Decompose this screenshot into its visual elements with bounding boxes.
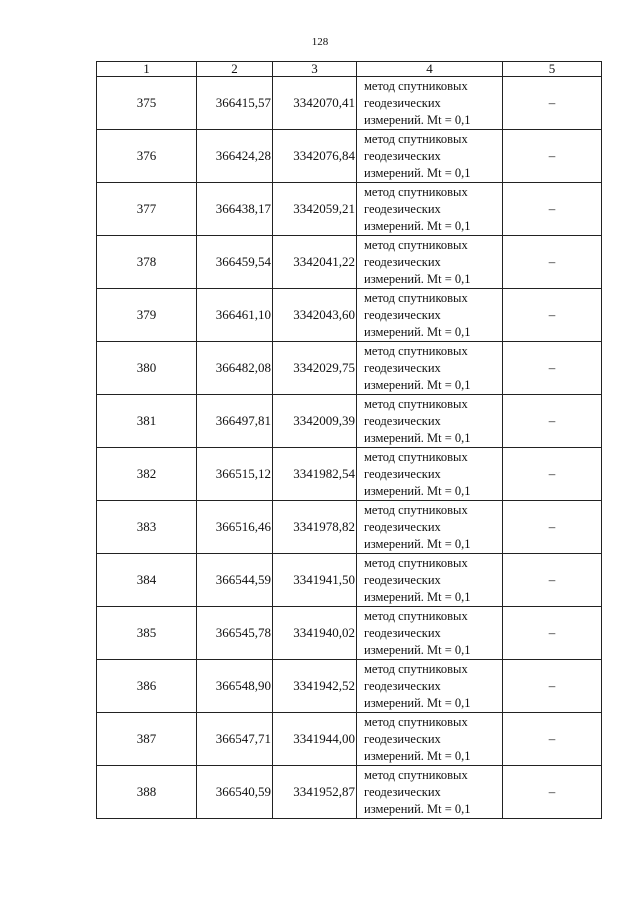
method-line: геодезических <box>364 148 441 163</box>
method-cell <box>357 289 503 342</box>
note-cell: – <box>503 183 602 236</box>
method-line: геодезических <box>364 678 441 693</box>
point-number-cell: 382 <box>97 448 197 501</box>
method-cell <box>357 501 503 554</box>
method-line: геодезических <box>364 254 441 269</box>
table-row <box>97 448 602 501</box>
method-line: измерений. Mt = 0,1 <box>364 324 471 339</box>
note-cell: – <box>503 236 602 289</box>
method-line: метод спутниковых <box>364 184 468 199</box>
method-line: геодезических <box>364 572 441 587</box>
method-line: измерений. Mt = 0,1 <box>364 642 471 657</box>
method-line: измерений. Mt = 0,1 <box>364 218 471 233</box>
method-cell <box>357 607 503 660</box>
y-coordinate-cell: 3342029,75 <box>273 342 357 395</box>
table-row <box>97 660 602 713</box>
method-line: метод спутниковых <box>364 502 468 517</box>
x-coordinate-cell: 366459,54 <box>197 236 273 289</box>
header-col-2: 2 <box>197 62 273 77</box>
method-line: измерений. Mt = 0,1 <box>364 536 471 551</box>
point-number-cell: 378 <box>97 236 197 289</box>
x-coordinate-cell: 366438,17 <box>197 183 273 236</box>
x-coordinate-cell: 366547,71 <box>197 713 273 766</box>
page-number: 128 <box>311 36 329 48</box>
point-number-cell: 385 <box>97 607 197 660</box>
point-number-cell: 377 <box>97 183 197 236</box>
method-line: метод спутниковых <box>364 78 468 93</box>
method-cell <box>357 713 503 766</box>
note-cell: – <box>503 607 602 660</box>
method-line: метод спутниковых <box>364 714 468 729</box>
method-line: измерений. Mt = 0,1 <box>364 748 471 763</box>
point-number-cell: 383 <box>97 501 197 554</box>
table-row <box>97 236 602 289</box>
method-line: геодезических <box>364 201 441 216</box>
table-header <box>97 62 602 77</box>
method-line: измерений. Mt = 0,1 <box>364 165 471 180</box>
y-coordinate-cell: 3341942,52 <box>273 660 357 713</box>
note-cell: – <box>503 77 602 130</box>
note-cell: – <box>503 713 602 766</box>
x-coordinate-cell: 366545,78 <box>197 607 273 660</box>
method-line: геодезических <box>364 307 441 322</box>
method-cell <box>357 448 503 501</box>
method-line: геодезических <box>364 519 441 534</box>
method-line: измерений. Mt = 0,1 <box>364 801 471 816</box>
point-number-cell: 375 <box>97 77 197 130</box>
x-coordinate-cell: 366497,81 <box>197 395 273 448</box>
method-cell <box>357 554 503 607</box>
method-line: измерений. Mt = 0,1 <box>364 695 471 710</box>
method-cell <box>357 183 503 236</box>
y-coordinate-cell: 3342009,39 <box>273 395 357 448</box>
method-line: метод спутниковых <box>364 396 468 411</box>
header-row <box>97 62 602 77</box>
note-cell: – <box>503 448 602 501</box>
method-line: измерений. Mt = 0,1 <box>364 589 471 604</box>
note-cell: – <box>503 501 602 554</box>
point-number-cell: 381 <box>97 395 197 448</box>
table-row <box>97 607 602 660</box>
method-line: метод спутниковых <box>364 661 468 676</box>
method-line: геодезических <box>364 360 441 375</box>
y-coordinate-cell: 3341982,54 <box>273 448 357 501</box>
note-cell: – <box>503 395 602 448</box>
method-line: метод спутниковых <box>364 237 468 252</box>
x-coordinate-cell: 366544,59 <box>197 554 273 607</box>
table-row <box>97 289 602 342</box>
point-number-cell: 379 <box>97 289 197 342</box>
method-line: метод спутниковых <box>364 449 468 464</box>
y-coordinate-cell: 3342070,41 <box>273 77 357 130</box>
table-row <box>97 554 602 607</box>
header-col-4: 4 <box>357 62 503 77</box>
note-cell: – <box>503 130 602 183</box>
method-line: измерений. Mt = 0,1 <box>364 377 471 392</box>
method-cell <box>357 130 503 183</box>
method-line: геодезических <box>364 466 441 481</box>
method-line: метод спутниковых <box>364 608 468 623</box>
method-line: метод спутниковых <box>364 290 468 305</box>
method-cell <box>357 77 503 130</box>
point-number-cell: 384 <box>97 554 197 607</box>
y-coordinate-cell: 3341941,50 <box>273 554 357 607</box>
x-coordinate-cell: 366540,59 <box>197 766 273 819</box>
method-line: метод спутниковых <box>364 767 468 782</box>
table-row <box>97 501 602 554</box>
y-coordinate-cell: 3342043,60 <box>273 289 357 342</box>
method-line: метод спутниковых <box>364 555 468 570</box>
method-line: геодезических <box>364 625 441 640</box>
header-col-5: 5 <box>503 62 602 77</box>
table-row <box>97 766 602 819</box>
method-line: геодезических <box>364 95 441 110</box>
header-col-1: 1 <box>97 62 197 77</box>
y-coordinate-cell: 3342041,22 <box>273 236 357 289</box>
method-line: геодезических <box>364 413 441 428</box>
method-line: измерений. Mt = 0,1 <box>364 271 471 286</box>
coordinates-table <box>96 61 602 819</box>
table-row <box>97 713 602 766</box>
x-coordinate-cell: 366424,28 <box>197 130 273 183</box>
x-coordinate-cell: 366461,10 <box>197 289 273 342</box>
table-row <box>97 342 602 395</box>
y-coordinate-cell: 3342076,84 <box>273 130 357 183</box>
point-number-cell: 376 <box>97 130 197 183</box>
method-line: измерений. Mt = 0,1 <box>364 430 471 445</box>
method-cell <box>357 236 503 289</box>
header-col-3: 3 <box>273 62 357 77</box>
point-number-cell: 386 <box>97 660 197 713</box>
method-cell <box>357 660 503 713</box>
x-coordinate-cell: 366548,90 <box>197 660 273 713</box>
method-line: геодезических <box>364 731 441 746</box>
method-line: метод спутниковых <box>364 343 468 358</box>
method-line: геодезических <box>364 784 441 799</box>
note-cell: – <box>503 289 602 342</box>
note-cell: – <box>503 660 602 713</box>
x-coordinate-cell: 366415,57 <box>197 77 273 130</box>
point-number-cell: 387 <box>97 713 197 766</box>
method-line: измерений. Mt = 0,1 <box>364 112 471 127</box>
y-coordinate-cell: 3341940,02 <box>273 607 357 660</box>
table-row <box>97 183 602 236</box>
method-cell <box>357 395 503 448</box>
point-number-cell: 380 <box>97 342 197 395</box>
y-coordinate-cell: 3341978,82 <box>273 501 357 554</box>
table-body <box>97 77 602 819</box>
method-cell <box>357 766 503 819</box>
x-coordinate-cell: 366482,08 <box>197 342 273 395</box>
method-line: метод спутниковых <box>364 131 468 146</box>
point-number-cell: 388 <box>97 766 197 819</box>
y-coordinate-cell: 3342059,21 <box>273 183 357 236</box>
note-cell: – <box>503 554 602 607</box>
note-cell: – <box>503 342 602 395</box>
x-coordinate-cell: 366516,46 <box>197 501 273 554</box>
method-line: измерений. Mt = 0,1 <box>364 483 471 498</box>
table-row <box>97 77 602 130</box>
method-cell <box>357 342 503 395</box>
x-coordinate-cell: 366515,12 <box>197 448 273 501</box>
y-coordinate-cell: 3341944,00 <box>273 713 357 766</box>
note-cell: – <box>503 766 602 819</box>
table-row <box>97 395 602 448</box>
y-coordinate-cell: 3341952,87 <box>273 766 357 819</box>
table-row <box>97 130 602 183</box>
